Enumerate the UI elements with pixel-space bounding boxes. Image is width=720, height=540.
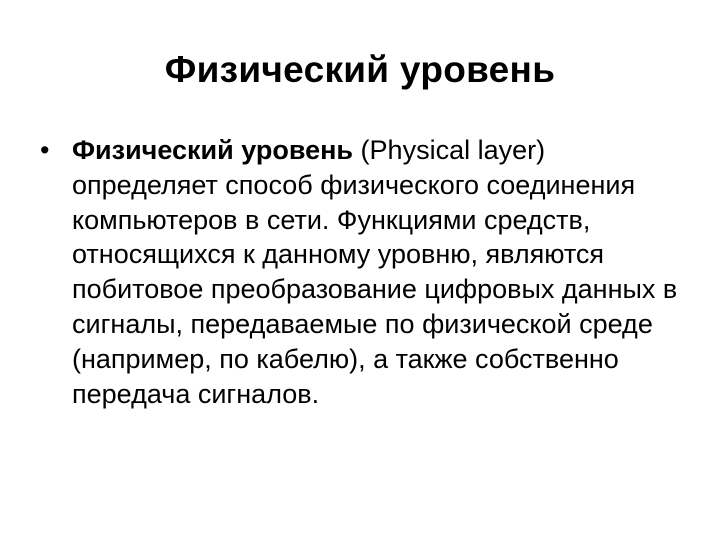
bullet-term: Физический уровень (72, 135, 354, 165)
slide-title: Физический уровень (164, 49, 556, 90)
bullet-marker: • (40, 135, 50, 165)
bullet-list (40, 133, 680, 411)
bullet-text: (Physical layer) определяет способ физического соединения компьютеров в сети. Функциями средств, относящихся к данному уровню, являются побитовое преобразование цифровых данных в сигналы, передаваемые по физической среде (например, по кабелю), а также собственно передача сигналов. (72, 135, 678, 409)
bullet-item (40, 133, 680, 411)
